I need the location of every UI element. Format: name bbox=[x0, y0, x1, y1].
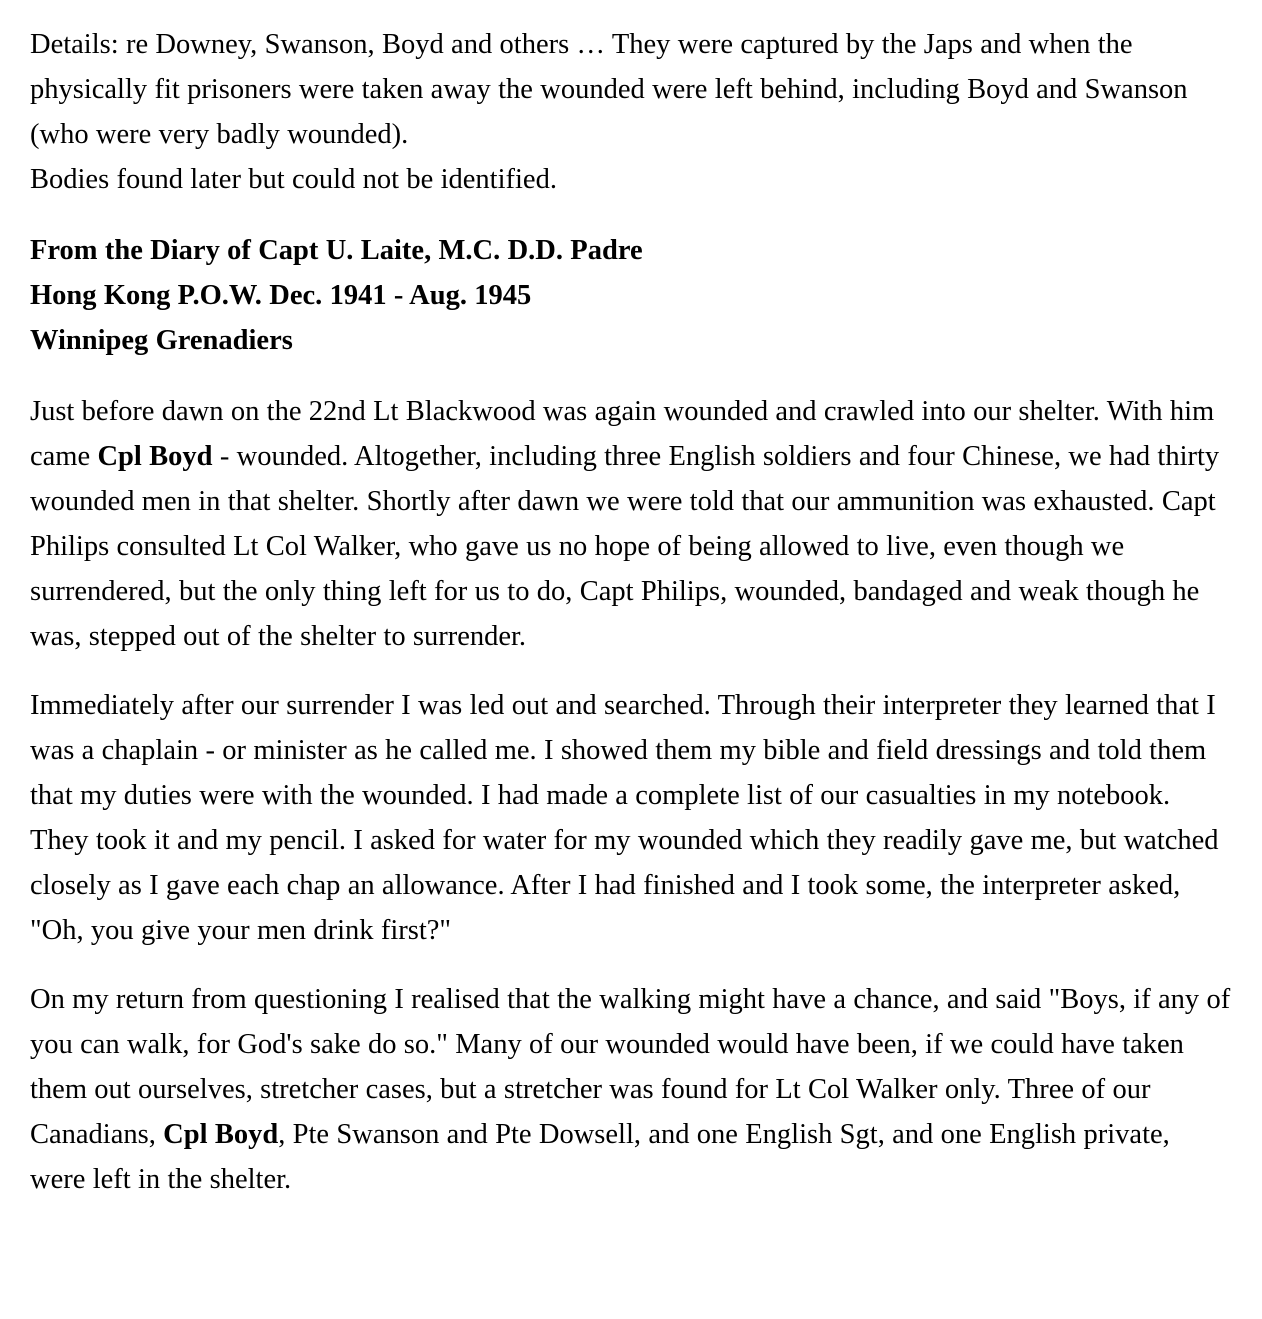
diary-paragraph-1 bbox=[30, 389, 1232, 659]
diary-paragraph-2 bbox=[30, 683, 1232, 953]
text-run: On my return from questioning I realised that the walking might have a chance, and said "Boys, if any of you can walk, for God's sake do so." Many of our wounded would have been, if we could have taken them out ourselves, stretcher cases, but a stretcher was found for Lt Col Walker only. Three of our Canadians, bbox=[30, 984, 1231, 1150]
text-run: - wounded. Altogether, including three English soldiers and four Chinese, we had thirty wounded men in that shelter. Shortly after dawn we were told that our ammunition was exhausted. Capt Philips consulted Lt Col Walker, who gave us no hope of being allowed to live, even though we surrendered, but the only thing left for us to do, Capt Philips, wounded, bandaged and weak though he was, stepped out of the shelter to surrender. bbox=[30, 441, 1220, 652]
text-line: Details: re Downey, Swanson, Boyd and others … They were captured by the Japs and when the physically fit prisoners were taken away the wounded were left behind, including Boyd and Swanson (who were very badly wounded). bbox=[30, 29, 1188, 150]
text-run: Immediately after our surrender I was led out and searched. Through their interpreter they learned that I was a chaplain - or minister as he called me. I showed them my bible and field dressings and told them that my duties were with the wounded. I had made a complete list of our casualties in my notebook. They took it and my pencil. I asked for water for my wounded which they readily gave me, but watched closely as I gave each chap an allowance. After I had finished and I took some, the interpreter asked, "Oh, you give your men drink first?" bbox=[30, 690, 1219, 946]
diary-paragraph-3 bbox=[30, 977, 1232, 1202]
text-line: Hong Kong P.O.W. Dec. 1941 - Aug. 1945 bbox=[30, 280, 532, 311]
text-line: Winnipeg Grenadiers bbox=[30, 325, 293, 356]
emphasis-text: Cpl Boyd bbox=[163, 1119, 279, 1150]
text-run: , Pte Swanson and Pte Dowsell, and one English Sgt, and one English private, were left in the shelter. bbox=[30, 1119, 1170, 1195]
text-run: Just before dawn on the 22nd Lt Blackwood was again wounded and crawled into our shelter. With him came bbox=[30, 396, 1215, 472]
emphasis-text: Cpl Boyd bbox=[97, 441, 213, 472]
text-line: From the Diary of Capt U. Laite, M.C. D.D. Padre bbox=[30, 235, 643, 266]
source-heading bbox=[30, 228, 1130, 363]
text-line: Bodies found later but could not be identified. bbox=[30, 164, 557, 195]
details-note bbox=[30, 22, 1232, 202]
